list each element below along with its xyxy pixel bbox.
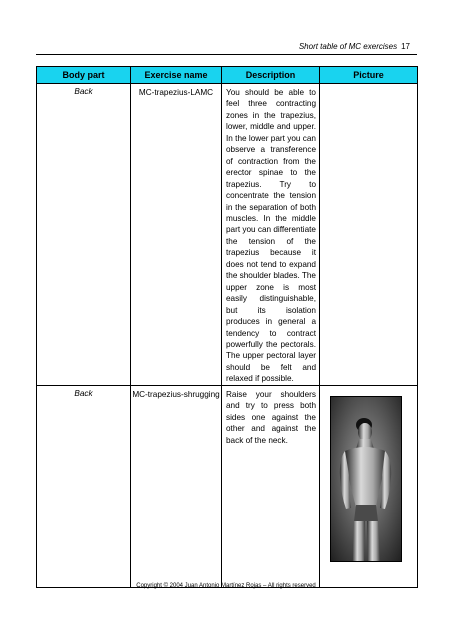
exercise-table: [36, 66, 418, 588]
column-header-picture: Picture: [320, 67, 418, 84]
table-row: [37, 84, 418, 386]
table-row: [37, 385, 418, 587]
page-header: [299, 42, 410, 51]
body-part-cell: Back: [37, 84, 131, 386]
column-header-exercise-name: Exercise name: [131, 67, 222, 84]
exercise-name-cell: MC-trapezius-LAMC: [131, 84, 222, 386]
header-title: Short table of MC exercises: [298, 42, 398, 51]
picture-cell: [320, 84, 418, 386]
exercise-name-cell: MC-trapezius-shrugging: [131, 385, 222, 587]
column-header-description: Description: [222, 67, 320, 84]
header-rule: [36, 54, 417, 55]
copyright-footer: Copyright © 2004 Juan Antonio Martínez Rojas – All rights reserved: [136, 583, 316, 589]
description-cell: You should be able to feel three contracting zones in the trapezius, lower, middle and upper. In the lower part you can observe a transference of contraction from the erector spinae to the trapezius. Try to concentrate the tension in the separation of both muscles. In the middle part you can differentiate the tension of the trapezius because it does not tend to expand the shoulder blades. The upper zone is most easily distinguishable, but its isolation produces in general a tendency to contract powerfully the pectorals. The upper pectoral layer should be felt and relaxed if possible.: [222, 84, 320, 386]
column-header-body-part: Body part: [37, 67, 131, 84]
page-number: 17: [401, 42, 410, 51]
description-cell: Raise your shoulders and try to press both sides one against the other and against the back of the neck.: [222, 385, 320, 587]
man-shrugging-figure: [331, 397, 401, 561]
exercise-photo: [330, 396, 402, 562]
body-part-cell: Back: [37, 385, 131, 587]
picture-cell: [320, 385, 418, 587]
table-header-row: [37, 67, 418, 84]
